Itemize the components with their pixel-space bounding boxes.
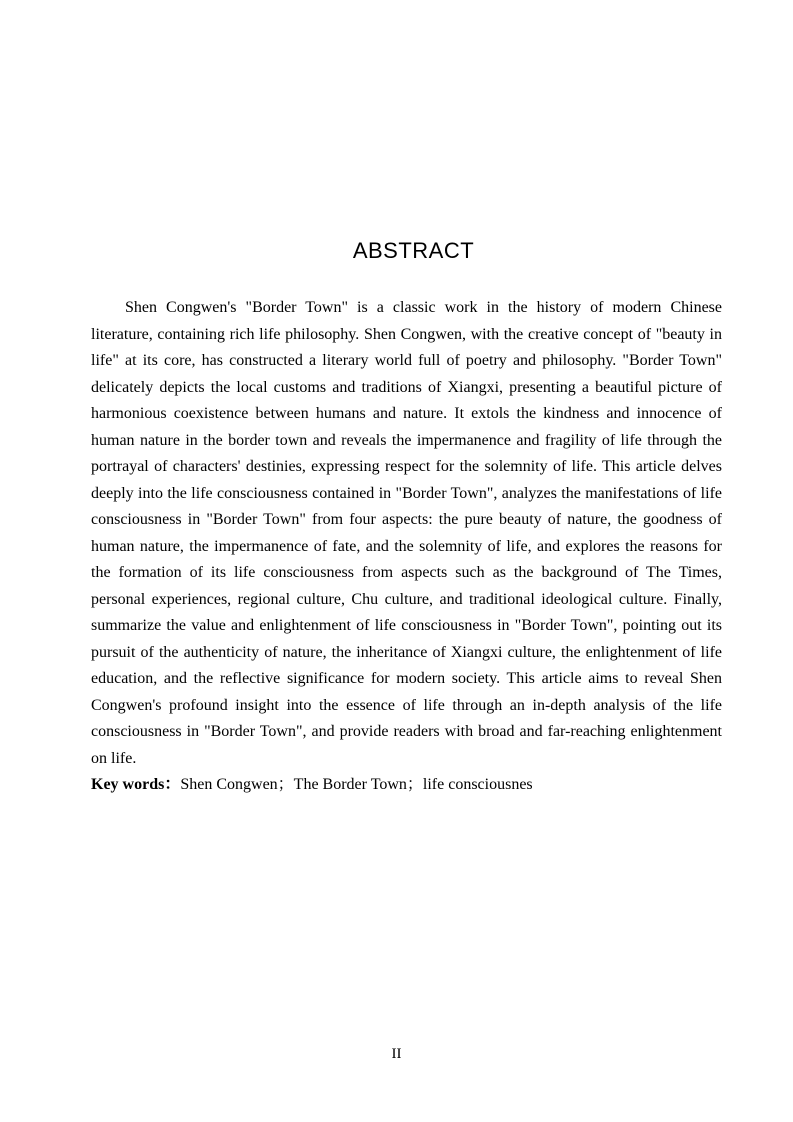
page-number: II	[391, 1046, 402, 1062]
abstract-title: ABSTRACT	[352, 238, 475, 263]
keywords-label: Key words：	[91, 776, 181, 793]
abstract-paragraph: Shen Congwen's "Border Town" is a classic work in the history of modern Chinese literature, containing rich life philosophy. Shen Congwen, with the creative concept of "beauty in life" at its core, has constructed a literary world full of poetry and philosophy. "Border Town" delicately depicts the local customs and traditions of Xiangxi, presenting a beautiful picture of harmonious coexistence between humans and nature. It extols the kindness and innocence of human nature in the border town and reveals the impermanence and fragility of life through the portrayal of characters' destinies, expressing respect for the solemnity of life. This article delves deeply into the life consciousness contained in "Border Town", analyzes the manifestations of life consciousness in "Border Town" from four aspects: the pure beauty of nature, the goodness of human nature, the impermanence of fate, and the solemnity of life, and explores the reasons for the formation of its life consciousness from aspects such as the background of The Times, personal experiences, regional culture, Chu culture, and traditional ideological culture. Finally, summarize the value and enlightenment of life consciousness in "Border Town", pointing out its pursuit of the authenticity of nature, the inheritance of Xiangxi culture, the enlightenment of life education, and the reflective significance for modern society. This article aims to reveal Shen Congwen's profound insight into the essence of life through an in-depth analysis of the life consciousness in "Border Town", and provide readers with broad and far-reaching enlightenment on life.	[91, 299, 722, 767]
keywords-value: Shen Congwen；The Border Town；life consciousnes	[180, 776, 533, 793]
page-content	[91, 0, 722, 799]
keywords-line	[91, 772, 722, 799]
